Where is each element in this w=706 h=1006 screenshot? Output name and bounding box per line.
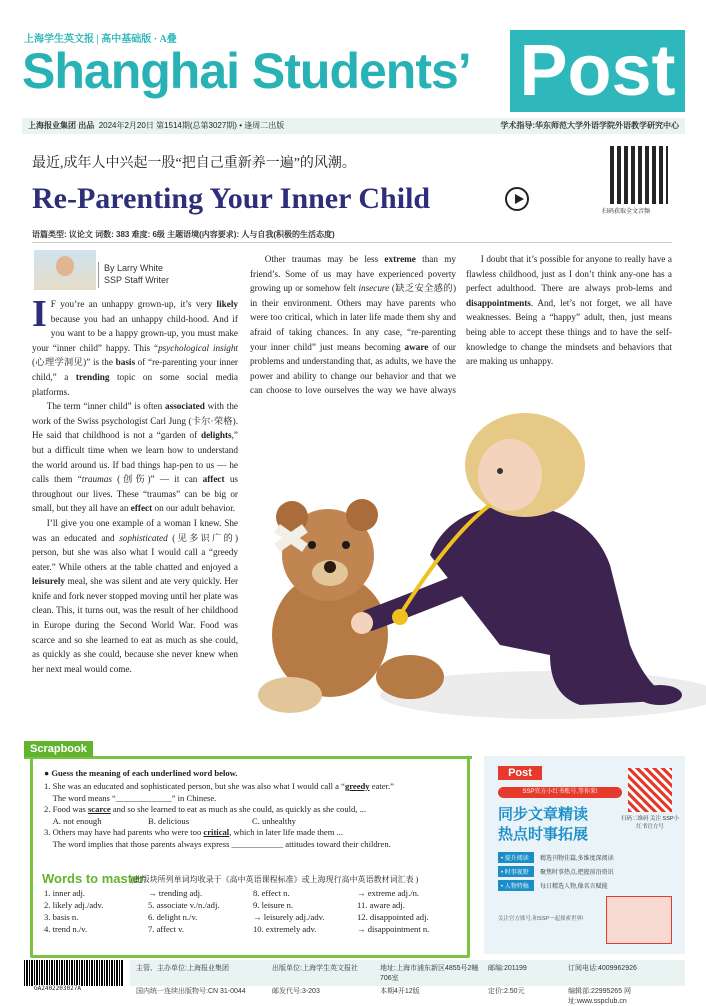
- footer-cell: 邮编:201199: [488, 965, 527, 972]
- publisher: 上海报业集团 出品: [28, 121, 95, 130]
- ad-pill: SSP官方小红书账号,等你来!: [498, 787, 622, 798]
- ad-row-tag: • 提升阅读: [498, 852, 534, 863]
- word-item: 6. delight n./v.: [148, 912, 198, 922]
- masthead-post-logo: Post: [510, 30, 685, 112]
- ad-footer: 关注官方账号,和SSP一起探索世界!: [498, 916, 584, 922]
- article-meta: 语篇类型: 议论文 词数: 383 难度: 6级 主题语境(内容要求): 人与自我(积极的生活态度): [32, 230, 335, 239]
- article-column-2: Other traumas may be less extreme than my friend’s. Some of us may have experienced poverty growing up or somehow felt insecure (缺乏安全感的) in their environment. Others may have parents who were too critical, which in later life made them shy and afraid of taking chances. In any case, “re-parenting your inner child” just means becoming aware of our problems and understanding that, as adults, we have the power and ability to change our behavior and that we can choose to love ourselves the way we have always: [250, 254, 457, 396]
- words-to-master-note: (此版块所列单词均收录于《高中英语课程标准》或上海现行高中英语教材词汇表 ): [131, 875, 419, 884]
- byline-separator: [98, 262, 99, 288]
- ad-row-tag: • 时事视野: [498, 866, 534, 877]
- academic-guidance: 学术指导:华东师范大学外语学院外语教学研究中心: [500, 121, 679, 130]
- ad-headline: [498, 805, 588, 845]
- qr-code-icon: [610, 146, 668, 204]
- ad-headline-1: 同步文章精读: [498, 806, 589, 823]
- word-item: 5. associate v./n./adj.: [148, 900, 220, 910]
- scrapbook-tag: Scrapbook: [24, 741, 93, 757]
- footer-cell: 邮发代号:3-203: [272, 988, 320, 995]
- word-item: → trending adj.: [148, 888, 203, 898]
- footer-cell: 地址:上海市浦东新区4855号2幢706室: [380, 965, 479, 982]
- footer-cell: 编辑部:22995265 网址:www.sspclub.cn: [568, 988, 632, 1005]
- ad-row-text: 精选刊物佳篇,多维度深阅读: [540, 856, 614, 862]
- word-item: 12. disappointed adj.: [357, 912, 429, 922]
- divider: [32, 242, 672, 243]
- ad-book-image: [606, 896, 672, 944]
- qr-caption: 扫码获取全文音频: [602, 209, 651, 215]
- exercise-body: 1. She was an educated and sophisticated person, but she was also what I would call a “greedy eater.” The word means “_____________” in Chinese. 2. Food was scarce and so she learned to eat as much as she could, as quickly as she could, ... A. not enough B. delicious C. unhealthy 3. Others may have had parents who were too critical, which in later life made them ... The word implies that those parents always express ____________ attitudes toward their children.: [44, 781, 394, 849]
- article-title: Re-Parenting Your Inner Child: [32, 182, 431, 215]
- footer-cell: 出版单位:上海学生英文报社: [272, 965, 358, 972]
- drop-cap: I: [32, 293, 47, 335]
- exercise-heading: ● Guess the meaning of each underlined word below.: [44, 768, 238, 778]
- play-audio-icon[interactable]: [505, 187, 529, 211]
- ad-row-text: 每日精选人物,像名言赋能: [540, 884, 608, 890]
- ad-post-logo: Post: [498, 766, 542, 780]
- ad-headline-2: 热点时事拓展: [498, 826, 589, 843]
- word-item: 7. affect v.: [148, 924, 185, 934]
- author-avatar: [34, 250, 96, 290]
- ad-row-tag: • 人物特稿: [498, 880, 534, 891]
- word-item: → disappointment n.: [357, 924, 430, 934]
- article-column-3: I doubt that it’s possible for anyone to really have a flawless childhood, just as I don’t think any-one has a perfect adulthood. There are always prob-lems and disappointments. And, let’s not forget, we all have weaknesses. Being a “happy” adult, then, just means being able to accept these things and to have the self-knowledge to change the mindsets and behaviors that are making us unhappy.: [466, 254, 672, 367]
- article-subtitle: 最近,成年人中兴起一股“把自己重新养一遍”的风潮。: [32, 156, 356, 171]
- byline-role: SSP Staff Writer: [104, 275, 170, 285]
- word-item: 10. extremely adv.: [253, 924, 317, 934]
- ad-qr-caption: 扫码二维码 关注 SSP小红书官方号: [620, 816, 680, 830]
- word-item: 1. inner adj.: [44, 888, 86, 898]
- words-to-master-title: Words to master: [42, 871, 145, 886]
- barcode-number: GA2402203027A: [34, 985, 81, 992]
- ad-row: [498, 880, 608, 891]
- footer-cell: 订阅电话:4009962926: [568, 965, 637, 972]
- word-item: 4. trend n./v.: [44, 924, 88, 934]
- ad-row-text: 聚焦时事热点,把握前沿资讯: [540, 870, 614, 876]
- word-item: 3. basis n.: [44, 912, 79, 922]
- byline-author: By Larry White: [104, 263, 164, 273]
- word-item: → extreme adj./n.: [357, 888, 420, 898]
- issue-line: [28, 120, 284, 132]
- ad-qr-icon[interactable]: [628, 768, 672, 812]
- edition-label: 上海学生英文报 | 高中基础版 · A叠: [24, 34, 177, 45]
- footer-cell: 国内统一连续出版物号:CN 31-0044: [136, 988, 246, 995]
- footer-info: [130, 960, 685, 1005]
- date-line: 2024年2月20日 第1514期(总第3027期) • 逢周二出版: [98, 121, 285, 130]
- footer-cell: 本期4开12版: [380, 988, 420, 995]
- ad-row: [498, 852, 614, 863]
- byline: [104, 262, 169, 286]
- masthead-title: Shanghai Students’: [22, 43, 471, 99]
- word-item: 2. likely adj./adv.: [44, 900, 104, 910]
- word-item: 11. aware adj.: [357, 900, 405, 910]
- article-column-1: I F you’re an unhappy grown-up, it’s very likely because you had an unhappy child-hood. And if you want to be a happy grown-up, you must make your “inner child” happy. This “psychological insight (心理学洞见)” is the basis of “re-parenting your inner child,” a trending topic on some social media platforms. The term “inner child” is often associated with the work of the Swiss psychologist Carl Jung (卡尔·荣格). He said that childhood is not a “garden of delights,” but a difficult time when we learn how to understand the world around us. If bad things hap-pen to us — he calls them “traumas (创伤)” — it can affect us throughout our lives. These “traumas” can be big or small, but they all have an effect on our adult behavior. I’ll give you one example of a woman I knew. She was an educated and sophisticated (见多识广的) person, but she was also what I would call a “greedy eater.” While others at the table chatted and enjoyed a leisurely meal, she was silent and ate very quickly. Her knife and fork never stopped moving until her plate was clean. This, it turns out, was the result of her childhood in Europe during the Second World War. Food was scarce and so she learned to eat as much as she could, as quickly as she could, because she never knew when her next meal would come.: [32, 293, 238, 674]
- issue-info-bar: [22, 118, 685, 134]
- article-photo: [250, 395, 686, 723]
- barcode-icon: [24, 960, 124, 986]
- word-item: → leisurely adj./adv.: [253, 912, 325, 922]
- word-item: 8. effect n.: [253, 888, 290, 898]
- footer-cell: 定价:2.50元: [488, 988, 525, 995]
- words-to-master-grid: [44, 888, 464, 934]
- ad-row: [498, 866, 614, 877]
- word-item: 9. leisure n.: [253, 900, 294, 910]
- footer-cell: 主管、主办单位:上海报业集团: [136, 965, 229, 972]
- child-with-teddy-bear-illustration: [250, 395, 686, 723]
